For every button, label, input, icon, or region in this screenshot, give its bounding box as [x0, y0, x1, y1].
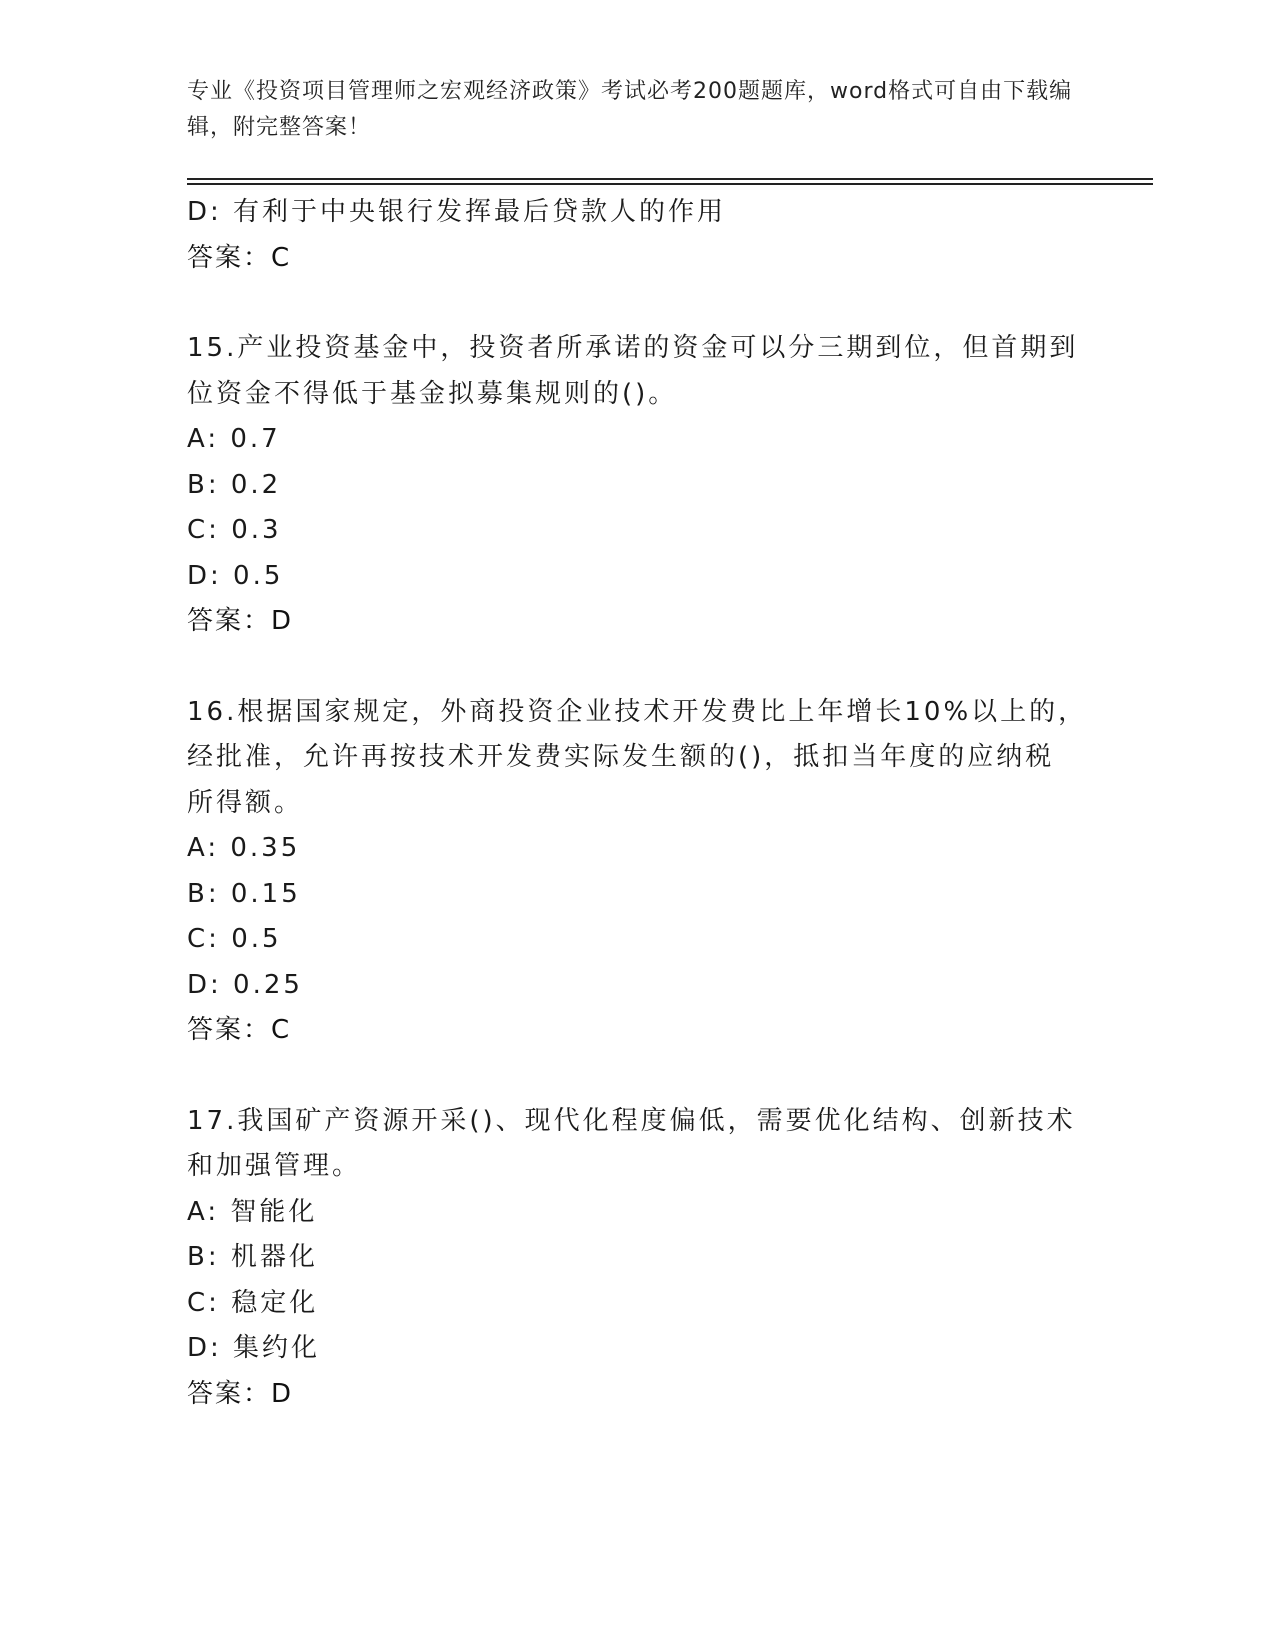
option-d: D: 0.5 — [187, 560, 284, 591]
question-stem-line: 17.我国矿产资源开采()、现代化程度偏低，需要优化结构、创新技术 — [187, 1105, 1076, 1136]
question-stem-line: 所得额。 — [187, 787, 304, 818]
option-b: B: 0.15 — [187, 878, 301, 909]
answer-label: 答案： — [187, 242, 272, 273]
option-a: A: 0.35 — [187, 833, 301, 863]
answer-line — [187, 1372, 1087, 1418]
question-stem-line: 和加强管理。 — [187, 1151, 362, 1181]
header-rule-bottom — [187, 183, 1153, 185]
answer-label: 答案： — [187, 1015, 272, 1045]
option-b: B: 机器化 — [187, 1242, 318, 1272]
question-stem-line: 15.产业投资基金中，投资者所承诺的资金可以分三期到位，但首期到 — [187, 333, 1079, 363]
option-d: D: 集约化 — [187, 1333, 321, 1363]
header-rule-top — [187, 178, 1153, 180]
question-number: 16. — [187, 696, 238, 727]
answer-value: C — [271, 1015, 293, 1045]
previous-question-tail — [187, 190, 1087, 281]
answer-value: D — [271, 606, 295, 636]
spacer — [187, 281, 1087, 326]
question-list — [187, 190, 1087, 1417]
answer-label: 答案： — [187, 1378, 272, 1409]
question-15 — [187, 326, 1087, 645]
question-stem-line: 16.根据国家规定，外商投资企业技术开发费比上年增长10%以上的， — [187, 696, 1088, 727]
question-number: 15. — [187, 333, 238, 363]
question-16 — [187, 690, 1087, 1054]
question-number: 17. — [187, 1105, 238, 1136]
option-b: B: 0.2 — [187, 469, 282, 500]
answer-line — [187, 1008, 1087, 1054]
option-c: C: 稳定化 — [187, 1287, 319, 1318]
answer-value: C — [271, 242, 293, 273]
answer-value: D — [271, 1378, 295, 1409]
answer-label: 答案： — [187, 606, 272, 636]
option-a: A: 智能化 — [187, 1196, 318, 1227]
option-a: A: 0.7 — [187, 424, 281, 454]
document-header: 专业《投资项目管理师之宏观经济政策》考试必考200题题库，word格式可自由下载编辑，附完整答案！ — [187, 79, 1073, 140]
option-d: D: 0.25 — [187, 969, 303, 1000]
option-c: C: 0.3 — [187, 515, 282, 545]
answer-line — [187, 236, 1087, 282]
spacer — [187, 1054, 1087, 1099]
question-stem-line: 经批准，允许再按技术开发费实际发生额的()，抵扣当年度的应纳税 — [187, 742, 1055, 772]
answer-line — [187, 599, 1087, 645]
option-d: D: 有利于中央银行发挥最后贷款人的作用 — [187, 197, 727, 227]
question-17 — [187, 1099, 1087, 1418]
spacer — [187, 645, 1087, 690]
question-stem-line: 位资金不得低于基金拟募集规则的()。 — [187, 378, 678, 409]
option-c: C: 0.5 — [187, 924, 282, 954]
